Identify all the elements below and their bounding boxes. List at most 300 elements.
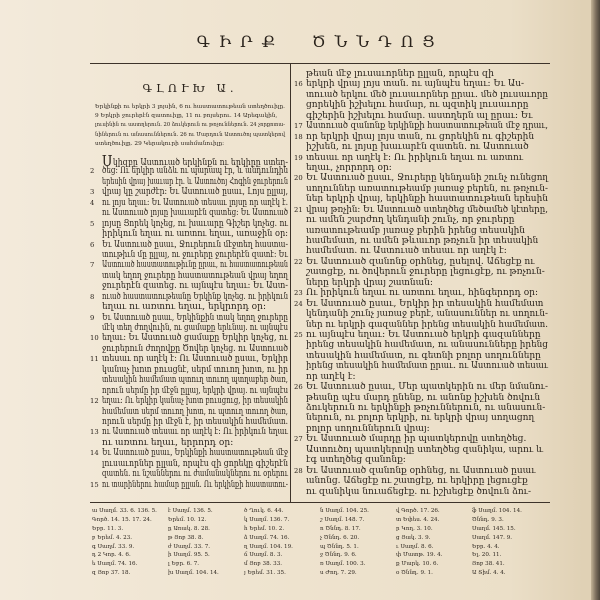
text-line xyxy=(294,90,548,100)
footnote-entry xyxy=(244,569,316,578)
verse-number xyxy=(294,142,306,152)
line-text-box xyxy=(306,184,548,194)
verse-number: 7 xyxy=(90,261,95,270)
line-text-wrap xyxy=(102,166,288,176)
line-text-box xyxy=(102,152,288,170)
line-text: ները երկրի վրայ շատնան: xyxy=(306,277,433,288)
line-text-wrap xyxy=(306,413,534,423)
line-text-wrap xyxy=(306,309,548,319)
footnote-rule xyxy=(90,502,550,503)
line-text: համեմատ, ու ամեն թևաւոր թռչուն իր տեսակին xyxy=(306,236,539,246)
line-text-box xyxy=(306,132,548,142)
line-text: իրենց տեսակին համեմատ, ու անասունները իրենց xyxy=(306,340,549,351)
text-line xyxy=(90,323,288,333)
line-text-wrap xyxy=(306,361,548,371)
line-text-box xyxy=(306,434,548,444)
line-text-box xyxy=(102,208,288,218)
line-text-box xyxy=(306,372,548,382)
line-text: անոնց. Աճեցէք ու շատցէք, ու երկիրը լեցուցէք xyxy=(306,476,528,487)
text-line xyxy=(90,271,288,281)
line-text: թեան մէջ լուսաւորներ ըլլան, որպէս զի xyxy=(306,69,494,79)
text-line xyxy=(90,438,288,448)
text-line xyxy=(90,396,288,406)
line-text-box xyxy=(306,424,548,434)
footnote-text: Եբր. 4. 4. xyxy=(472,543,500,550)
footnote-entry xyxy=(168,560,240,569)
line-text: իրենց տեսակին համեմատ ըրաւ. ու Աստուած տեսաւ xyxy=(306,361,548,372)
footnote-entry xyxy=(396,507,468,516)
verse-number xyxy=(294,246,306,256)
text-line xyxy=(294,288,548,298)
line-text-box xyxy=(306,246,548,256)
footnote-entry xyxy=(168,525,240,534)
line-text-wrap xyxy=(102,365,288,375)
summary-line xyxy=(95,131,285,140)
text-line xyxy=(294,226,548,236)
line-text-box xyxy=(102,407,288,417)
line-text: որ երկրի վրայ լոյս տան, ու ցորեկին ու գիշերին xyxy=(306,131,535,142)
line-text-wrap xyxy=(102,469,288,479)
footnote-entry xyxy=(244,507,316,516)
text-line xyxy=(90,302,288,312)
line-text-box xyxy=(306,320,548,330)
line-text-wrap xyxy=(306,455,406,465)
text-line xyxy=(90,219,288,229)
line-text-wrap xyxy=(306,215,514,225)
footnote-entry xyxy=(92,507,164,516)
summary-line xyxy=(95,121,285,130)
footnote-text: գ Սաղմ. 33. 9. xyxy=(92,543,135,550)
verse-number: 12 xyxy=(90,397,99,406)
line-text: ջուրերէն զատեց. ու այնպէս եղաւ: Եւ Աստ- xyxy=(102,281,288,292)
text-line xyxy=(90,313,288,323)
line-text-box xyxy=(102,459,288,469)
verse-number xyxy=(90,323,102,333)
footnote-entry xyxy=(472,543,544,552)
line-text-wrap xyxy=(306,257,535,267)
line-text-box xyxy=(306,267,548,277)
text-line xyxy=(90,354,288,364)
text-line xyxy=(294,393,548,403)
text-line xyxy=(90,407,288,417)
line-text-box xyxy=(306,278,548,288)
footnote-entry xyxy=(320,543,392,552)
summary-line xyxy=(95,112,285,121)
summary-text: նիներուն ու անասուններուն. 26 ու Մարդուն Աստուծոյ պատկերով xyxy=(95,131,285,138)
verse-number xyxy=(294,111,306,121)
text-line xyxy=(294,476,548,486)
line-text-wrap xyxy=(102,187,288,197)
line-text-box xyxy=(102,313,288,323)
verse-number: 25 xyxy=(294,330,303,339)
page-edge-shadow xyxy=(591,0,600,600)
line-text-wrap xyxy=(306,299,543,309)
footnote-entry xyxy=(320,516,392,525)
footnote-entry xyxy=(168,534,240,543)
text-line xyxy=(90,386,288,396)
line-text-box xyxy=(306,79,548,89)
line-text-box xyxy=(306,382,548,392)
verse-number: 26 xyxy=(294,383,303,392)
text-line xyxy=(294,340,548,350)
footnote-text: ճ Սաղմ. 8. 3. xyxy=(244,552,283,559)
line-text-wrap xyxy=(306,267,545,277)
verse-number xyxy=(294,361,306,371)
text-line xyxy=(294,309,548,319)
line-text: երկրի վրայ լոյս տան. ու այնպէս եղաւ: Եւ Աս- xyxy=(306,79,525,90)
chapter-heading: ԳԼՈՒԽ Ա. xyxy=(142,81,238,95)
drop-cap-initial: Ս xyxy=(102,152,113,170)
text-line xyxy=(294,424,548,434)
line-text: ու տարիներու համար ըլլան. Ու երկինքի հաստատու- xyxy=(102,479,289,490)
line-text: կենդանի շունչ յառաջ բերէ, անասուններ ու սողուն- xyxy=(306,309,548,320)
line-text-wrap xyxy=(306,132,534,142)
footnote-text: թ Յոբ 38. 8. xyxy=(168,534,204,541)
footnote-text: Գործ. 14. 15. 17. 24. xyxy=(92,516,152,523)
line-text: եղաւ: Եւ Աստուած ցամաքը Երկիր կոչեց, ու xyxy=(102,333,288,344)
line-text-box xyxy=(306,215,548,225)
footnote-entry xyxy=(396,534,468,543)
footnote-column xyxy=(396,507,472,593)
text-line xyxy=(294,205,548,215)
text-line xyxy=(90,427,288,437)
footnote-text: Յոբ 38. 41. xyxy=(472,561,505,568)
footnote-text: լ Եբր. 6. 7. xyxy=(168,561,200,568)
line-text-wrap xyxy=(102,260,288,270)
footnote-entry xyxy=(92,516,164,525)
line-text-wrap xyxy=(306,278,433,288)
verse-number xyxy=(294,476,306,486)
line-text-wrap xyxy=(102,438,233,448)
text-line xyxy=(294,351,548,361)
footnote-entry xyxy=(472,516,544,525)
line-text: լոյսը Ցորեկ կոչեց, ու խաւարը Գիշեր կոչեց. ու xyxy=(102,218,289,229)
chapter-summary xyxy=(95,103,285,149)
line-text-wrap xyxy=(102,344,288,354)
verse-number: 21 xyxy=(294,205,303,214)
line-text: Աստուած զանոնք երկինքի հաստատութեան մէջ դրաւ, xyxy=(306,121,549,132)
verse-number xyxy=(294,69,306,79)
footnote-text: ւ Սաղմ. 8. 6. xyxy=(396,543,434,550)
verse-number xyxy=(294,487,306,497)
line-text-box xyxy=(102,375,288,385)
line-text-wrap xyxy=(102,427,288,437)
line-text-wrap xyxy=(306,246,507,256)
line-text: էգ ստեղծեց զանոնք: xyxy=(306,455,406,466)
line-text-box xyxy=(306,413,548,423)
line-text-wrap xyxy=(102,480,288,490)
line-text: գիշերին իշխելու համար. աստղերն ալ ըրաւ: Եւ xyxy=(306,110,533,121)
line-text: ներ ու երկրի գազաններ իրենց տեսակին համեմատ. xyxy=(306,319,549,330)
line-text-box xyxy=(102,448,288,458)
verse-number xyxy=(294,215,306,225)
text-line xyxy=(294,257,548,267)
footnote-text: ռ Սաղմ. 100. 3. xyxy=(320,561,366,568)
verse-number xyxy=(90,344,102,354)
footnote-text: յ Երեմ. 31. 35. xyxy=(244,570,286,577)
line-text: ջուրերուն ժողովքը Ծովեր կոչեց. ու Աստուած xyxy=(102,343,288,354)
line-text-wrap xyxy=(306,69,494,79)
line-text: տութիւն մը ըլլայ, ու ջուրերը ջուրերէն զատէ: Եւ xyxy=(102,249,289,260)
line-text-box xyxy=(306,340,548,350)
footnote-text: փ Մատթ. 19. 4. xyxy=(396,552,443,559)
column-divider xyxy=(290,63,291,502)
line-text: ու զանիկա նուաճեցէք. ու իշխեցէք ծովուն ձու- xyxy=(306,486,532,497)
text-line xyxy=(294,361,548,371)
text-line xyxy=(294,100,548,110)
verse-number xyxy=(90,407,102,417)
footnote-entry xyxy=(396,569,468,578)
footnote-entry xyxy=(244,516,316,525)
footnote-text: ղ Սաղմ. 104. 19. xyxy=(244,543,293,550)
verse-number xyxy=(294,351,306,361)
text-line xyxy=(90,333,288,343)
line-text: Եւ Աստուած մարդը իր պատկերովը ստեղծեց. xyxy=(306,434,527,445)
text-line xyxy=(294,132,548,142)
text-line xyxy=(90,260,288,270)
line-text: ու այնպէս եղաւ: Եւ Աստուած երկրի գազանները xyxy=(306,329,541,340)
line-text-box xyxy=(102,469,288,479)
line-text-box xyxy=(306,351,548,361)
footnote-column xyxy=(472,507,548,593)
footnote-text: Սաղմ. 145. 15. xyxy=(472,525,516,532)
verse-number: 2 xyxy=(90,167,95,176)
line-text-box xyxy=(306,153,548,163)
footnote-entry xyxy=(168,507,240,516)
line-text-wrap xyxy=(102,250,288,260)
line-text-box xyxy=(102,354,288,364)
line-text-wrap xyxy=(306,466,536,476)
footnote-entry xyxy=(168,569,240,578)
footnote-text: օ Ծննդ. 9. 1. xyxy=(396,570,433,577)
footnote-text: դ 2 Կոր. 4. 6. xyxy=(92,552,131,559)
text-line xyxy=(294,121,548,131)
footnote-text: վ Գործ. 17. 26. xyxy=(396,508,440,514)
footnote-text: ծ Ղուկ. 6. 44. xyxy=(244,508,284,514)
footnote-text: ք Մարկ. 10. 6. xyxy=(396,561,439,568)
verse-number: 17 xyxy=(294,122,303,131)
text-line xyxy=(294,487,548,497)
line-text-box xyxy=(306,69,548,79)
text-line xyxy=(294,330,548,340)
line-text-wrap xyxy=(306,288,538,298)
verse-number xyxy=(90,177,102,187)
line-text-wrap xyxy=(306,142,529,152)
line-text-box xyxy=(102,396,288,406)
line-text-box xyxy=(306,393,548,403)
footnote-entry xyxy=(472,551,544,560)
text-line xyxy=(294,278,548,288)
footnote-text: Երեմ. 10. 12. xyxy=(168,516,207,523)
text-line xyxy=(90,177,288,187)
line-text-wrap xyxy=(102,448,288,458)
footnote-text: ի Սաղմ. 95. 5. xyxy=(168,552,210,559)
footnote-entry xyxy=(92,560,164,569)
verse-number: 5 xyxy=(90,219,95,228)
line-text-box xyxy=(102,240,288,250)
line-text: Եւ Աստուած զանոնք օրհնեց, ու Աստուած ըսաւ xyxy=(306,465,536,476)
line-text-box xyxy=(102,386,288,396)
text-line xyxy=(90,375,288,385)
line-text: իրիկուն եղաւ ու առտու եղաւ, առաջին օր: xyxy=(102,229,288,240)
summary-text: 9 Երկրի ջուրերէն զատուիլը, 11 ու բոյսերու. 14 Արեգակին, xyxy=(95,113,278,120)
line-text: զատեն. ու նշաններու ու ժամանակներու ու օրերու xyxy=(102,469,288,480)
footnote-text: ո Ծննդ. 8. 17. xyxy=(320,525,361,532)
line-text-wrap xyxy=(306,434,526,444)
footnote-entry xyxy=(244,560,316,569)
text-line xyxy=(294,403,548,413)
verse-number xyxy=(294,455,306,465)
verse-number xyxy=(294,340,306,350)
line-text-wrap xyxy=(306,476,528,486)
line-text-box xyxy=(306,361,548,371)
line-text-wrap xyxy=(102,281,288,291)
line-text-wrap xyxy=(102,271,288,281)
text-line xyxy=(90,187,288,197)
verse-number xyxy=(90,271,102,281)
line-text-box xyxy=(306,288,548,298)
line-text-wrap xyxy=(306,153,523,163)
line-text: տեսակին համեմատ, ու գետնի բոլոր սողունները xyxy=(306,350,541,361)
line-text: որուն սերմը իր մէջն ըլլայ, երկրի վրայ. ու այնպէս xyxy=(102,385,288,396)
verse-number: 24 xyxy=(294,299,303,308)
line-text-box xyxy=(306,121,548,131)
footnote-entry xyxy=(472,534,544,543)
footnote-text: կ Սաղմ. 136. 7. xyxy=(244,516,290,523)
footnote-column xyxy=(320,507,396,593)
footnote-text: հ Երեմ. 10. 2. xyxy=(244,525,285,532)
verse-number xyxy=(294,278,306,288)
line-text-wrap xyxy=(306,194,548,204)
line-text: թեանը պէս մարդ ընենք, ու անոնք իշխեն ծովուն xyxy=(306,392,541,403)
text-line xyxy=(90,365,288,375)
line-text: ծեց: Ու երկիր անձև ու պարապ էր, և անդունդին xyxy=(102,166,289,177)
footnote-text: ե Սաղմ. 74. 16. xyxy=(92,561,138,568)
footnote-text: ց Յակ. 3. 9. xyxy=(396,534,431,541)
line-text: ու ամեն շարժող կենդանի շունչ, որ ջուրերը xyxy=(306,215,515,226)
line-text: մէկ տեղ ժողվուին, ու ցամաքը երևնայ. ու այնպէս xyxy=(102,323,288,333)
footnote-text: ն Սաղմ. 104. 25. xyxy=(320,508,369,514)
text-line xyxy=(90,459,288,469)
text-line xyxy=(90,281,288,291)
line-text-wrap xyxy=(306,445,543,455)
verse-number xyxy=(294,393,306,403)
summary-text: Երկինքի ու երկրի 3 լոյսին, 6 ու հաստատութեան ստեղծուիլը. xyxy=(95,104,286,110)
line-text: Եւ Աստուած ըսաւ, Երկինքին տակ եղող ջուրերը xyxy=(102,312,288,323)
footnote-entry xyxy=(396,543,468,552)
verse-number xyxy=(90,229,102,239)
verse-number xyxy=(90,250,102,260)
footnote-text: զ Յոբ 37. 18. xyxy=(92,570,131,577)
footnote-text: ս Ժող. 7. 29. xyxy=(320,570,357,577)
text-line xyxy=(294,382,548,392)
verse-number xyxy=(294,194,306,204)
text-line xyxy=(90,208,288,218)
footnote-entry xyxy=(168,516,240,525)
line-text-box xyxy=(306,236,548,246)
footnote-entry xyxy=(92,551,164,560)
line-text: Ու իրիկուն եղաւ ու առտու եղաւ, հինգերորդ օր: xyxy=(306,288,539,299)
line-text: շատցէք, ու ծովերուն ջուրերը լեցուցէք, ու թռչուն- xyxy=(306,267,545,278)
line-text-box xyxy=(306,194,548,204)
line-text-box xyxy=(102,480,288,490)
footnote-entry xyxy=(168,543,240,552)
summary-text: լուսինին ու աստղերուն. 20 ձուկերուն ու թռչուններուն. 24 չորքոտա- xyxy=(95,122,285,129)
verse-number xyxy=(90,281,102,291)
text-line xyxy=(294,246,548,256)
text-line xyxy=(294,320,548,330)
text-line xyxy=(90,292,288,302)
line-text-box xyxy=(306,466,548,476)
text-line xyxy=(294,184,548,194)
text-line xyxy=(90,448,288,458)
verse-number: 9 xyxy=(90,313,95,322)
line-text-box xyxy=(306,90,548,100)
footnote-text: Ծննդ. 9. 3. xyxy=(472,516,504,523)
line-text: լուսաւորներ ըլլան, որպէս զի ցորեկը գիշերէն xyxy=(102,458,288,469)
line-text-box xyxy=(102,344,288,354)
verse-number xyxy=(90,386,102,396)
footnote-entry xyxy=(320,560,392,569)
verse-number xyxy=(294,226,306,236)
verse-number xyxy=(294,424,306,434)
footnote-entry xyxy=(92,534,164,543)
line-text: Եւ Աստուած ըսաւ, Ջուրերը կենդանի շունչ ունեցող xyxy=(306,173,549,184)
line-text: Եւ Աստուած ըսաւ, Երկիր իր տեսակին համեմատ xyxy=(306,298,544,309)
line-text-wrap xyxy=(306,424,430,434)
line-text-box xyxy=(102,260,288,270)
line-text-box xyxy=(306,330,548,340)
verse-number xyxy=(90,208,102,218)
verse-number xyxy=(90,365,102,375)
footnote-entry xyxy=(320,534,392,543)
line-text: տեսաւ որ աղէկ է: Ու իրիկուն եղաւ ու առտու xyxy=(306,152,524,163)
footnote-text: ր Կող. 3. 10. xyxy=(396,525,433,532)
verse-number: 11 xyxy=(90,355,99,364)
line-text: որ աղէկ է: xyxy=(306,371,356,382)
line-text-box xyxy=(306,205,548,215)
line-text: իշխեն, ու լոյսը խաւարէն զատեն. ու Աստուած xyxy=(306,142,529,153)
line-text-wrap xyxy=(306,351,541,361)
line-text: երեսին վրայ խաւար էր. և Աստուծոյ Հոգին ջուրերուն xyxy=(102,176,288,187)
line-text-wrap xyxy=(306,487,531,497)
footnote-column xyxy=(168,507,244,593)
line-text: որուն սերմը իր մէջն է, իր տեսակին համեմատ. xyxy=(102,416,288,427)
footnote-text: բ Երեմ. 4. 23. xyxy=(92,534,133,541)
verse-number xyxy=(294,100,306,110)
footnote-entry xyxy=(244,525,316,534)
line-text: եղաւ, չորրորդ օր: xyxy=(306,162,392,173)
line-text-box xyxy=(306,226,548,236)
line-text-wrap xyxy=(306,90,548,100)
text-line xyxy=(294,142,548,152)
line-text-wrap xyxy=(102,219,288,229)
verse-number: 27 xyxy=(294,435,303,444)
verse-number xyxy=(90,417,102,427)
line-text: ու Աստուած տեսաւ որ աղէկ է: Ու իրիկուն եղաւ xyxy=(102,427,288,438)
verse-number xyxy=(294,309,306,319)
line-text: Աստուծոյ պատկերովը ստեղծեց զանիկա, արու և xyxy=(306,444,544,455)
text-line xyxy=(294,455,548,465)
line-text: համեմատ. ու Աստուած տեսաւ որ աղէկ է: xyxy=(306,246,507,257)
line-text-wrap xyxy=(306,121,548,131)
verse-number: 28 xyxy=(294,466,303,475)
line-text-wrap xyxy=(102,333,288,343)
line-text: տակ եղող ջուրերը հաստատութեան վրայ եղող xyxy=(102,270,289,281)
text-line xyxy=(90,344,288,354)
line-text-box xyxy=(306,100,548,110)
line-text: ձուկերուն ու երկինքի թռչուններուն, ու անասուն- xyxy=(306,403,546,413)
